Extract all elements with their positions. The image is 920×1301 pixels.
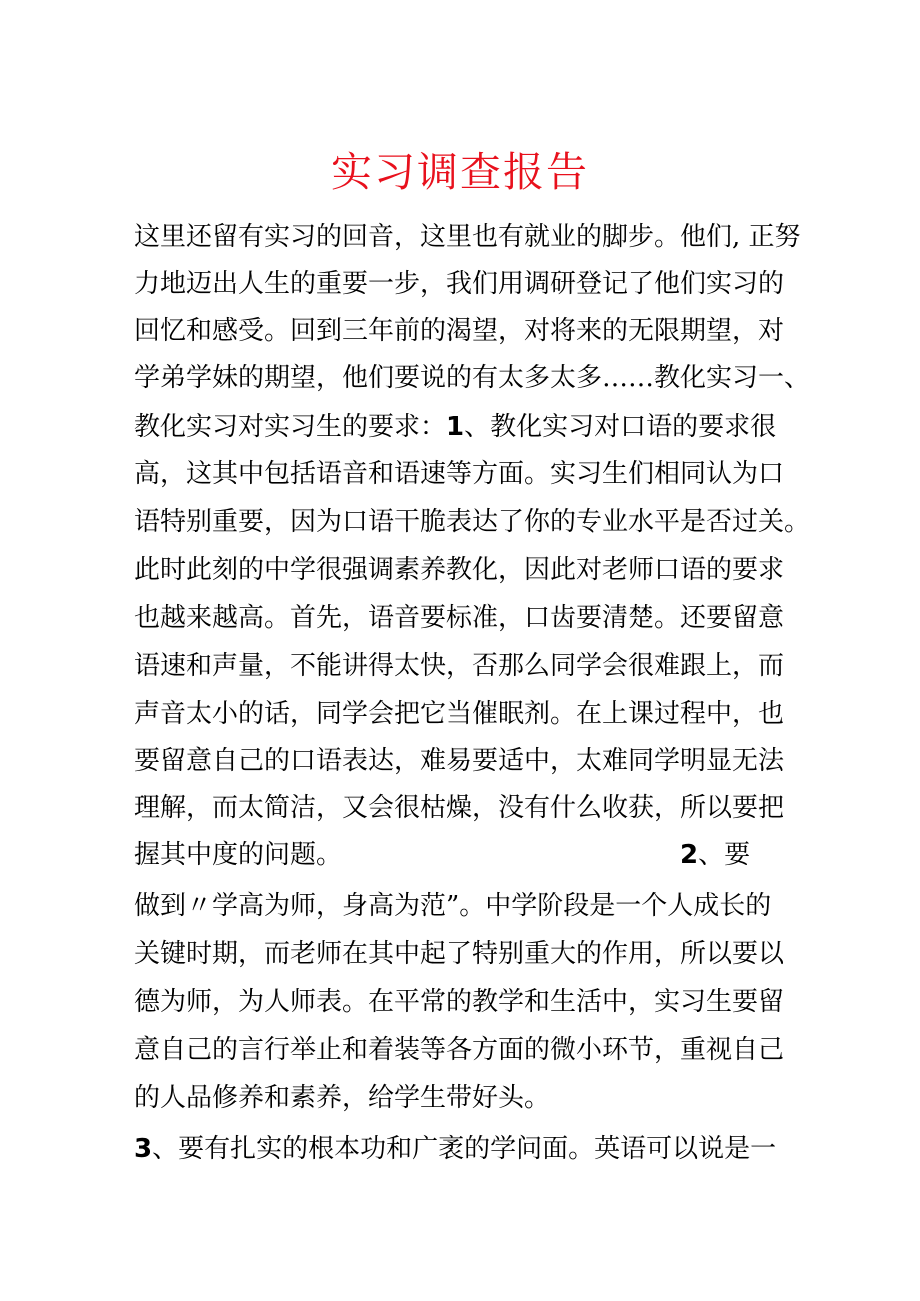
paragraph-line: 的人品修养和素养，给学生带好头。 — [134, 1083, 551, 1113]
list-number: 3 — [134, 1134, 153, 1164]
paragraph-line: 此时此刻的中学很强调素养教化，因此对老师口语的要求 — [134, 555, 785, 585]
paragraph-line: 德为师，为人师表。在平常的教学和生活中，实习生要留 — [134, 987, 785, 1017]
paragraph-line — [134, 1132, 776, 1166]
paragraph-line: 意自己的言行举止和着装等各方面的微小环节，重视自己 — [134, 1035, 785, 1065]
paragraph-line — [134, 410, 776, 444]
line-text: 、教化实习对口语的要求很 — [464, 412, 777, 442]
paragraph-line: 握其中度的问题。 — [134, 840, 343, 870]
paragraph-line: 关键时期，而老师在其中起了特别重大的作用，所以要以 — [134, 939, 785, 969]
paragraph-line: 语特别重要，因为口语干脆表达了你的专业水平是否过关。 — [134, 507, 811, 537]
paragraph-line: 声音太小的话，同学会把它当催眠剂。在上课过程中，也 — [134, 699, 785, 729]
paragraph-line: 回忆和感受。回到三年前的渴望，对将来的无限期望，对 — [134, 316, 785, 346]
paragraph-line: 做到〃学高为师，身高为范”。中学阶段是一个人成长的 — [134, 891, 772, 921]
paragraph-line: 高，这其中包括语音和语速等方面。实习生们相同认为口 — [134, 459, 785, 489]
line-text: 教化实习对实习生的要求： — [134, 412, 447, 442]
list-number: 1 — [446, 412, 465, 442]
line-text: 、要有扎实的根本功和广袤的学问面。英语可以说是一 — [152, 1134, 777, 1164]
list-number: 2 — [680, 840, 699, 870]
paragraph-line: 语速和声量，不能讲得太快，否那么同学会很难跟上，而 — [134, 651, 785, 681]
line-text: 、要 — [698, 840, 751, 870]
paragraph-line — [680, 838, 750, 872]
paragraph-line: 这里还留有实习的回音，这里也有就业的脚步。他们, 正努 — [134, 222, 801, 252]
paragraph-line: 理解，而太简洁，又会很枯燥，没有什么收获，所以要把 — [134, 793, 785, 823]
paragraph-line: 学弟学妹的期望，他们要说的有太多太多……教化实习一、 — [134, 363, 811, 393]
page-title: 实习调查报告 — [331, 148, 589, 196]
paragraph-line: 力地迈出人生的重要一步，我们用调研登记了他们实习的 — [134, 269, 785, 299]
paragraph-line: 也越来越高。首先，语音要标准，口齿要清楚。还要留意 — [134, 603, 785, 633]
paragraph-line: 要留意自己的口语表达，难易要适中，太难同学明显无法 — [134, 746, 785, 776]
